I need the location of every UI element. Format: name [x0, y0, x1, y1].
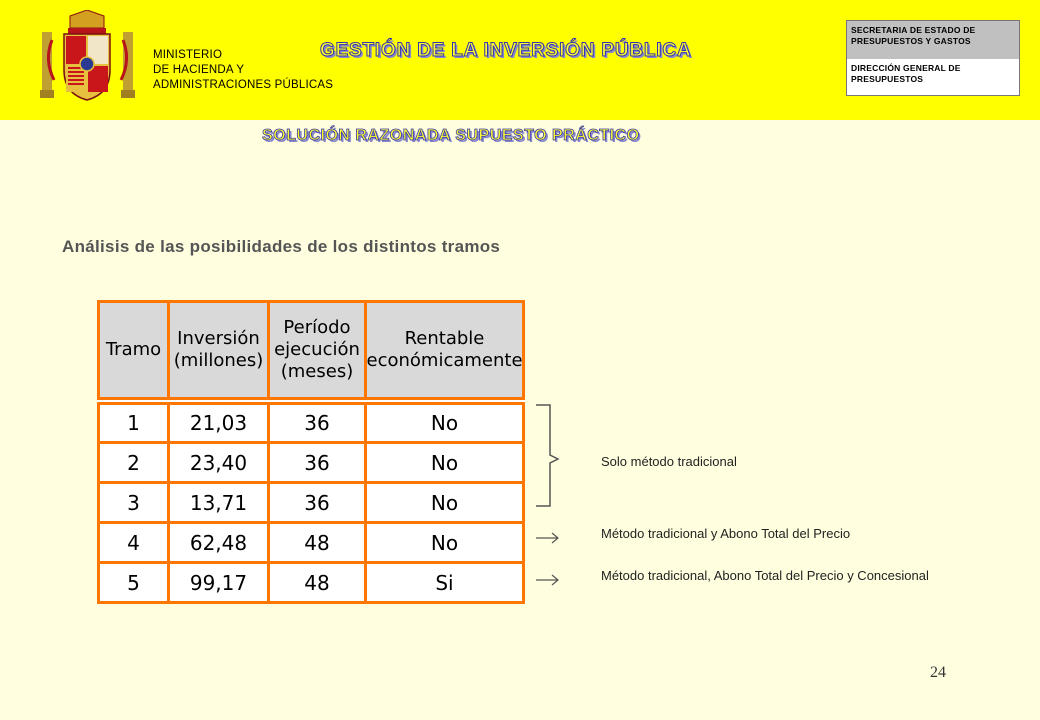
secretaria-box	[846, 20, 1020, 96]
ministry-line-2: DE HACIENDA Y	[153, 64, 245, 76]
ministry-line-1: MINISTERIO	[153, 49, 223, 61]
table-cell-periodo-5: 48	[267, 561, 367, 604]
coat-of-arms-icon	[40, 10, 135, 102]
table-cell-inversion-3: 13,71	[167, 481, 270, 524]
table-cell-rentable-1: No	[364, 402, 525, 444]
ministry-name	[153, 48, 333, 93]
table-cell-inversion-4: 62,48	[167, 521, 270, 564]
table-cell-tramo-2: 2	[97, 441, 170, 484]
table-cell-inversion-2: 23,40	[167, 441, 270, 484]
table-header-periodo: Período ejecución (meses)	[267, 300, 367, 400]
table-cell-periodo-4: 48	[267, 521, 367, 564]
table-cell-inversion-5: 99,17	[167, 561, 270, 604]
table-cell-tramo-3: 3	[97, 481, 170, 524]
table-header-inversion: Inversión (millones)	[167, 300, 270, 400]
table-cell-rentable-2: No	[364, 441, 525, 484]
analysis-title: Análisis de las posibilidades de los distintos tramos	[62, 237, 501, 256]
note-row-4: Método tradicional y Abono Total del Precio	[601, 526, 851, 541]
arrow-right-icon	[536, 575, 558, 585]
table-cell-periodo-3: 36	[267, 481, 367, 524]
arrow-right-icon	[536, 533, 558, 543]
note-row-5: Método tradicional, Abono Total del Precio y Concesional	[601, 568, 929, 583]
table-cell-tramo-5: 5	[97, 561, 170, 604]
table-cell-periodo-2: 36	[267, 441, 367, 484]
secretaria-label: SECRETARIA DE ESTADO DE PRESUPUESTOS Y GASTOS	[847, 21, 1019, 59]
direccion-label: DIRECCIÓN GENERAL DE PRESUPUESTOS	[851, 63, 961, 84]
subtitle: SOLUCIÓN RAZONADA SUPUESTO PRÁCTICO	[262, 127, 640, 144]
note-group-1-3: Solo método tradicional	[601, 454, 737, 469]
ministry-line-3: ADMINISTRACIONES PÚBLICAS	[153, 79, 334, 91]
table-cell-tramo-1: 1	[97, 402, 170, 444]
table-cell-rentable-4: No	[364, 521, 525, 564]
main-title: GESTIÓN DE LA INVERSIÓN PÚBLICA	[320, 40, 692, 61]
header-bar	[0, 0, 1040, 120]
table-header-tramo: Tramo	[97, 300, 170, 400]
table-cell-inversion-1: 21,03	[167, 402, 270, 444]
table-cell-periodo-1: 36	[267, 402, 367, 444]
tramos-table	[97, 300, 525, 604]
table-header-rentable: Rentable económicamente	[364, 300, 525, 400]
right-brace-icon	[536, 405, 558, 506]
table-cell-rentable-3: No	[364, 481, 525, 524]
page-number: 24	[930, 664, 946, 681]
annotation-marks	[536, 400, 596, 590]
table-cell-rentable-5: Si	[364, 561, 525, 604]
table-cell-tramo-4: 4	[97, 521, 170, 564]
